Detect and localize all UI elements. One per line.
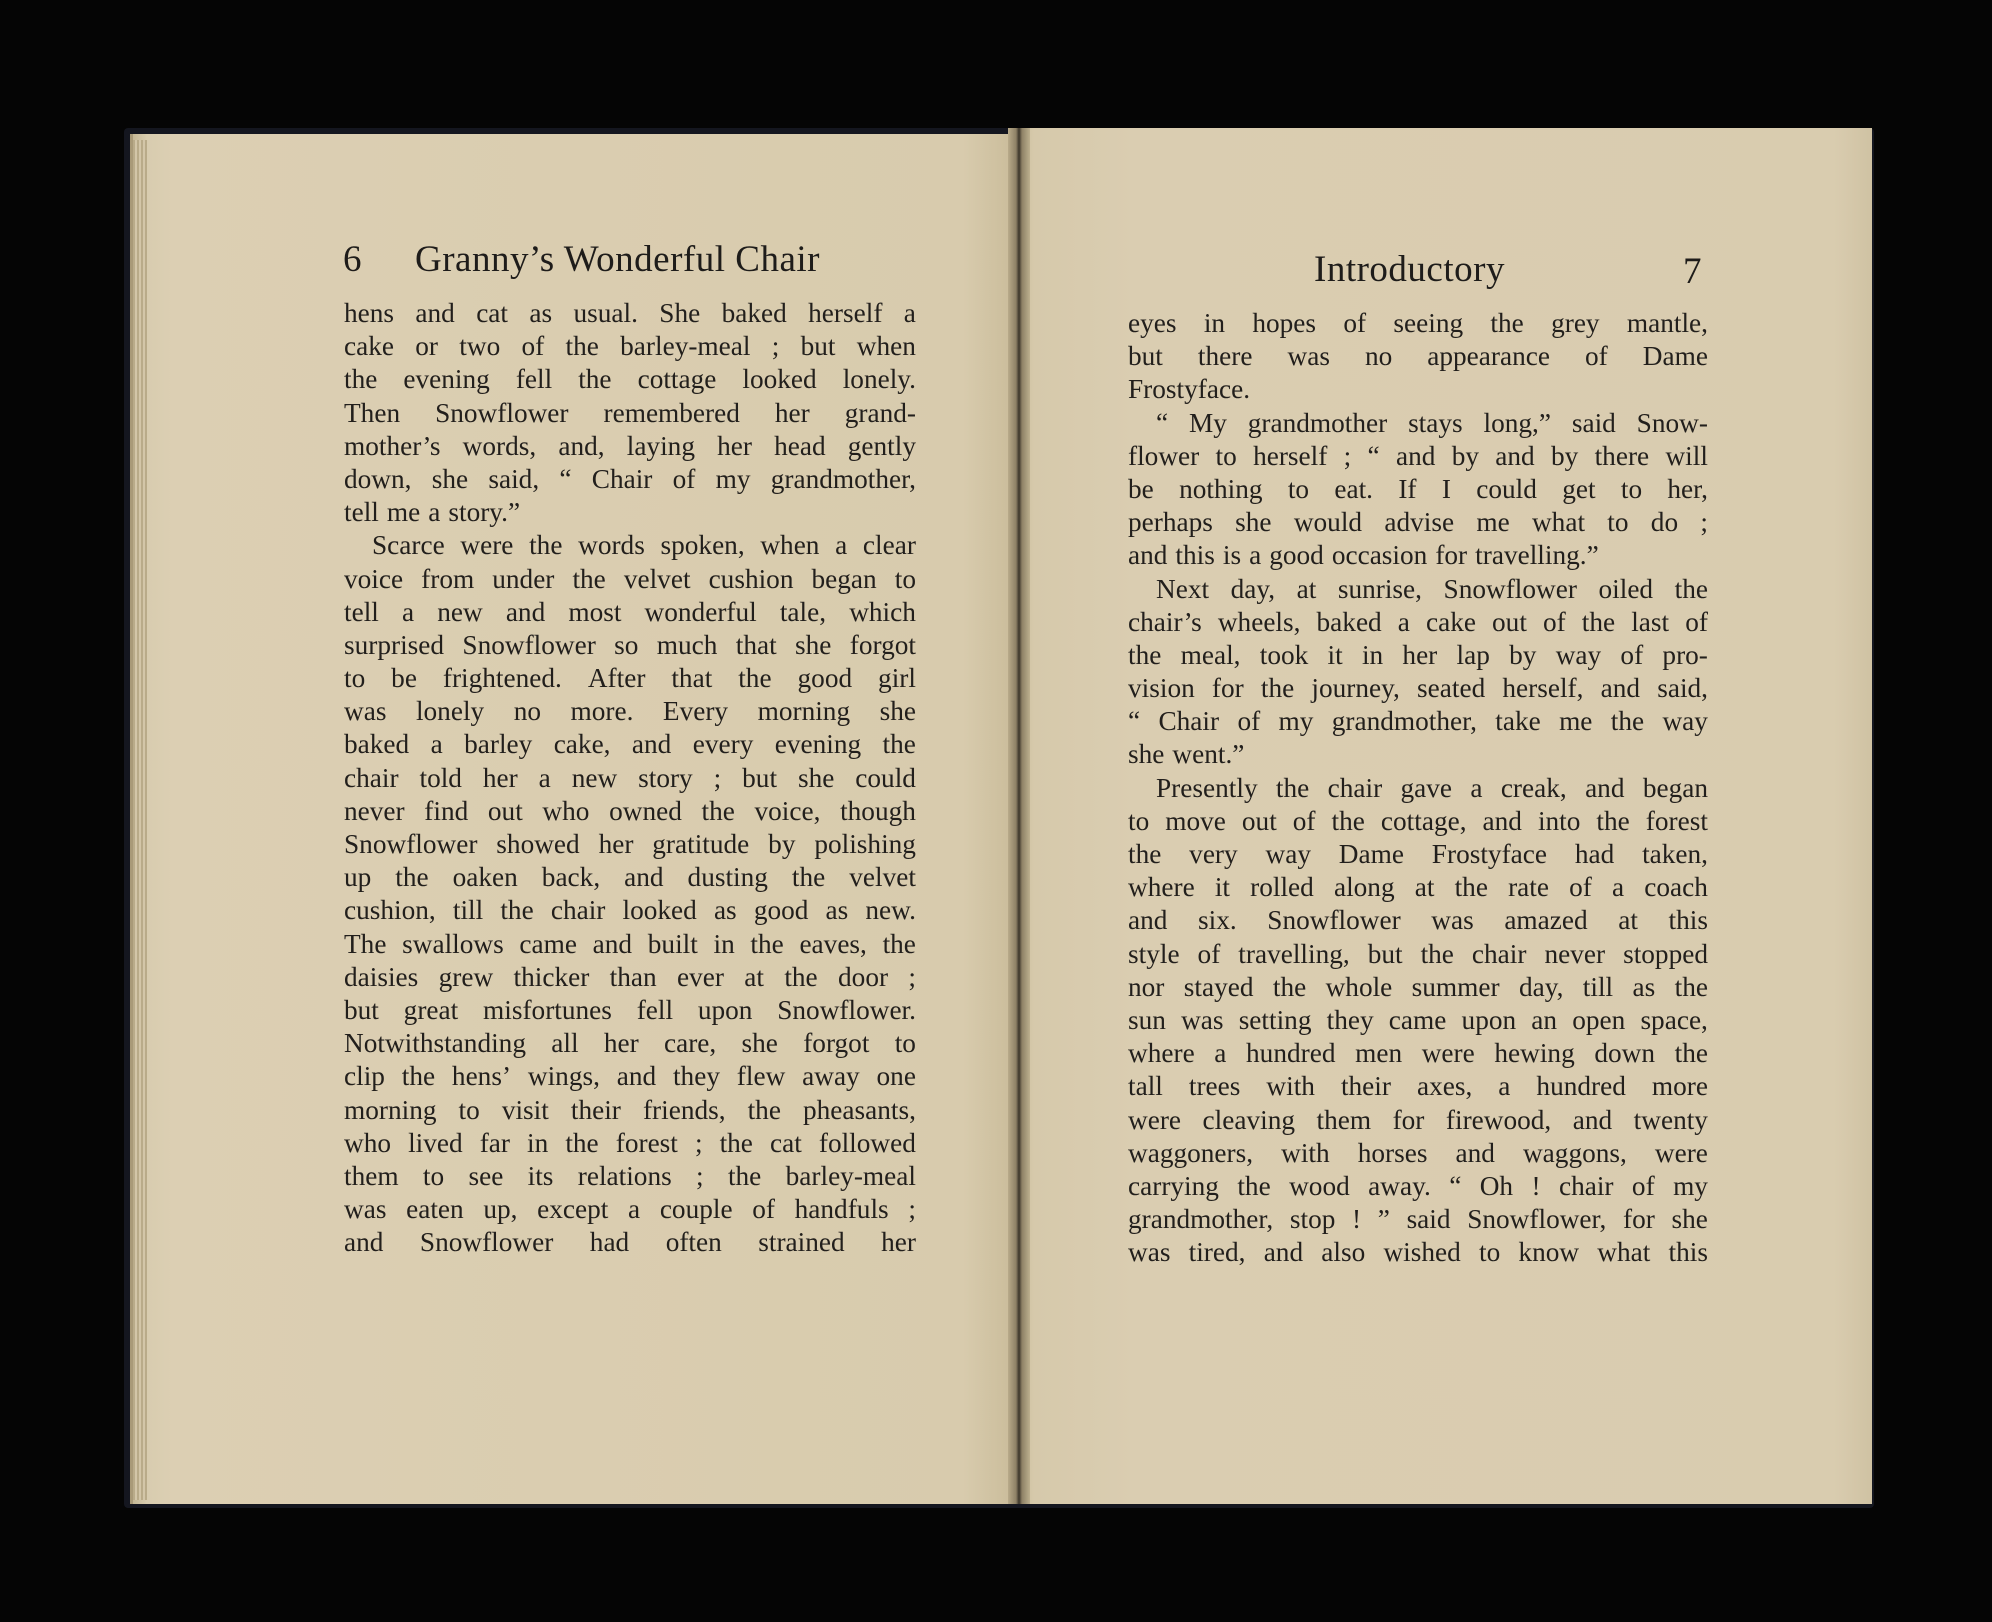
right-page-body-text: [1128, 307, 1708, 1269]
text-line: hens and cat as usual. She baked herself a: [344, 298, 916, 328]
text-line: Presently the chair gave a creak, and began: [1156, 772, 1708, 803]
text-line: to be frightened. After that the good girl: [344, 663, 916, 694]
text-line: the evening fell the cottage looked lonely.: [344, 364, 916, 395]
text-line: style of travelling, but the chair never stopped: [1128, 938, 1708, 969]
text-line: Frostyface.: [1128, 374, 1251, 405]
left-running-title: Granny’s Wonderful Chair: [415, 239, 820, 280]
text-line: and six. Snowflower was amazed at this: [1128, 905, 1708, 936]
text-line: “ Chair of my grandmother, take me the way: [1128, 706, 1708, 737]
text-line: them to see its relations ; the barley-meal: [344, 1160, 916, 1191]
text-line: Snowflower showed her gratitude by polishing: [344, 829, 916, 859]
text-line: morning to visit their friends, the pheasants,: [344, 1094, 916, 1125]
text-line: where it rolled along at the rate of a coach: [1128, 872, 1708, 903]
text-line: tell a new and most wonderful tale, which: [344, 596, 916, 627]
text-line: was tired, and also wished to know what this: [1128, 1237, 1708, 1268]
text-line: daisies grew thicker than ever at the door ;: [344, 961, 916, 992]
text-line: The swallows came and built in the eaves, the: [344, 928, 916, 959]
text-line: Then Snowflower remembered her grand-: [344, 397, 916, 428]
book-gutter: [1008, 128, 1030, 1504]
text-line: Next day, at sunrise, Snowflower oiled the: [1156, 573, 1708, 604]
right-running-title: Introductory: [1314, 249, 1505, 290]
text-line: never find out who owned the voice, though: [344, 795, 916, 826]
text-line: the meal, took it in her lap by way of pro-: [1128, 639, 1708, 670]
text-line: she went.”: [1128, 739, 1245, 770]
left-page-body-text: [344, 297, 916, 1259]
text-line: tall trees with their axes, a hundred more: [1128, 1071, 1708, 1102]
text-line: chair’s wheels, baked a cake out of the last of: [1128, 606, 1708, 637]
text-line: sun was setting they came upon an open space,: [1128, 1004, 1708, 1035]
text-line: and this is a good occasion for travelling.”: [1128, 540, 1599, 571]
text-line: mother’s words, and, laying her head gently: [344, 430, 916, 461]
text-line: who lived far in the forest ; the cat followed: [344, 1127, 916, 1158]
text-line: the very way Dame Frostyface had taken,: [1128, 839, 1708, 869]
text-line: Scarce were the words spoken, when a clear: [372, 530, 916, 561]
text-line: but great misfortunes fell upon Snowflower.: [344, 994, 916, 1025]
text-line: clip the hens’ wings, and they flew away one: [344, 1061, 916, 1092]
text-line: eyes in hopes of seeing the grey mantle,: [1128, 308, 1708, 338]
text-line: was eaten up, except a couple of handfuls ;: [344, 1194, 916, 1225]
text-line: up the oaken back, and dusting the velvet: [344, 862, 916, 893]
text-line: surprised Snowflower so much that she forgot: [344, 629, 916, 660]
text-line: but there was no appearance of Dame: [1128, 341, 1708, 372]
text-line: down, she said, “ Chair of my grandmother,: [344, 463, 916, 494]
text-line: grandmother, stop ! ” said Snowflower, for she: [1128, 1204, 1708, 1235]
text-line: was lonely no more. Every morning she: [344, 696, 916, 727]
text-line: perhaps she would advise me what to do ;: [1128, 507, 1708, 538]
text-line: to move out of the cottage, and into the forest: [1128, 805, 1708, 836]
text-line: tell me a story.”: [344, 497, 521, 528]
text-line: Notwithstanding all her care, she forgot to: [344, 1028, 916, 1059]
text-line: baked a barley cake, and every evening the: [344, 729, 916, 760]
text-line: vision for the journey, seated herself, and said,: [1128, 673, 1708, 704]
text-line: carrying the wood away. “ Oh ! chair of my: [1128, 1170, 1708, 1201]
text-line: be nothing to eat. If I could get to her,: [1128, 473, 1708, 504]
right-page-number: 7: [1683, 251, 1702, 292]
text-line: cake or two of the barley-meal ; but when: [344, 331, 916, 362]
text-line: and Snowflower had often strained her: [344, 1227, 916, 1258]
text-line: voice from under the velvet cushion began to: [344, 563, 916, 594]
text-line: cushion, till the chair looked as good as new.: [344, 895, 916, 926]
text-line: flower to herself ; “ and by and by there will: [1128, 440, 1708, 471]
left-page-number: 6: [343, 239, 362, 280]
text-line: where a hundred men were hewing down the: [1128, 1038, 1708, 1069]
page-fore-edge: [133, 140, 147, 1500]
text-line: were cleaving them for firewood, and twenty: [1128, 1104, 1708, 1135]
text-line: waggoners, with horses and waggons, were: [1128, 1137, 1708, 1168]
text-line: “ My grandmother stays long,” said Snow-: [1156, 407, 1708, 438]
text-line: chair told her a new story ; but she could: [344, 762, 916, 793]
text-line: nor stayed the whole summer day, till as the: [1128, 971, 1708, 1002]
